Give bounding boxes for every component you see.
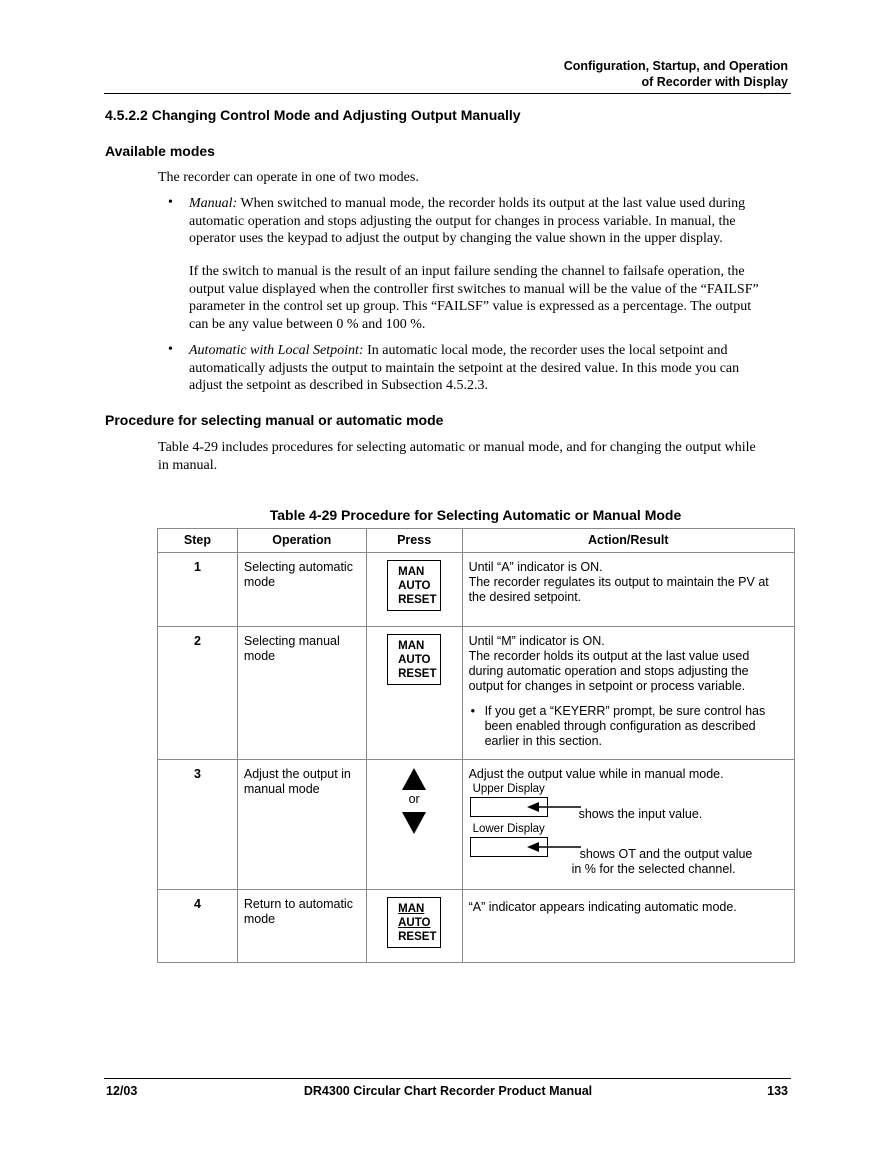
lower-display-text2: in % for the selected channel. bbox=[571, 862, 736, 876]
column-header-operation: Operation bbox=[237, 529, 366, 553]
column-header-action: Action/Result bbox=[462, 529, 794, 553]
keyerr-note: • If you get a “KEYERR” prompt, be sure control has been enabled through configuration as described earlier in this section. bbox=[470, 704, 766, 748]
table-row bbox=[158, 627, 795, 760]
running-header-line2: of Recorder with Display bbox=[641, 75, 788, 89]
procedure-intro: Table 4-29 includes procedures for selecting automatic or manual mode, and for changing the output while in manual. bbox=[158, 440, 756, 473]
manual-mode-description: Manual: When switched to manual mode, the recorder holds its output at the last value used during automatic operation and stops adjusting the output for changes in process variable. In manual, the operator uses the keypad to adjust the output by changing the value shown in the upper display. bbox=[189, 196, 746, 246]
down-arrow-key-icon bbox=[402, 812, 426, 834]
lower-display-text: shows OT and the output value bbox=[579, 847, 753, 861]
automatic-mode-description: Automatic with Local Setpoint: In automatic local mode, the recorder uses the local setpoint and automatically adjusts the output to maintain the setpoint at the desired value. In this mode you can adjust the setpoint as described in Subsection 4.5.2.3. bbox=[189, 343, 740, 393]
footer-date: 12/03 bbox=[106, 1084, 138, 1098]
display-diagram bbox=[469, 782, 788, 882]
failsafe-description: If the switch to manual is the result of an input failure sending the channel to failsafe operation, the output value displayed when the controller first switches to manual will be the value of the “FAILSF” parameter in the control set up group. This “FAILSF” value is expressed as a percentage. The output can be any value between 0 % and 100 %. bbox=[189, 264, 759, 332]
running-header-line1: Configuration, Startup, and Operation bbox=[563, 59, 788, 73]
procedure-table bbox=[157, 528, 795, 963]
running-header bbox=[564, 58, 788, 90]
man-auto-reset-key-icon: MAN AUTO RESET bbox=[387, 560, 441, 611]
available-modes-heading: Available modes bbox=[105, 143, 215, 159]
table-row bbox=[158, 760, 795, 890]
up-arrow-key-icon bbox=[402, 768, 426, 790]
table-caption: Table 4-29 Procedure for Selecting Automatic or Manual Mode bbox=[269, 507, 682, 523]
bullet-icon: • bbox=[168, 342, 173, 357]
table-row bbox=[158, 890, 795, 963]
operation-cell: Selecting manual mode bbox=[237, 627, 366, 760]
bullet-icon: • bbox=[470, 704, 475, 718]
action-cell: Until “M” indicator is ON. The recorder holds its output at the last value used during automatic operation and stops adjusting the output for changes in setpoint or process variable. • If you get a “KEYERR” prompt, be sure control has been enabled through configuration as described earlier in this section. bbox=[462, 627, 794, 760]
action-cell: Until “A” indicator is ON. The recorder regulates its output to maintain the PV at the desired setpoint. bbox=[462, 553, 794, 627]
press-cell bbox=[366, 627, 462, 760]
footer-divider bbox=[104, 1078, 791, 1079]
action-cell: “A” indicator appears indicating automatic mode. bbox=[462, 890, 794, 963]
header-divider bbox=[104, 93, 791, 94]
step-number: 2 bbox=[158, 627, 238, 760]
man-auto-reset-key-icon: MAN AUTO RESET bbox=[387, 897, 441, 948]
press-cell bbox=[366, 553, 462, 627]
page-number: 133 bbox=[767, 1084, 788, 1098]
upper-display-text: shows the input value. bbox=[578, 807, 703, 821]
step-number: 1 bbox=[158, 553, 238, 627]
lower-display-label: Lower Display bbox=[472, 823, 545, 835]
column-header-step: Step bbox=[158, 529, 238, 553]
upper-display-label: Upper Display bbox=[472, 783, 545, 795]
step-number: 4 bbox=[158, 890, 238, 963]
footer-title: DR4300 Circular Chart Recorder Product Manual bbox=[303, 1084, 593, 1098]
procedure-heading: Procedure for selecting manual or automatic mode bbox=[105, 412, 444, 428]
or-label: or bbox=[408, 792, 420, 806]
manual-mode-label: Manual: bbox=[189, 196, 238, 211]
table-row bbox=[158, 553, 795, 627]
section-title: 4.5.2.2 Changing Control Mode and Adjusting Output Manually bbox=[105, 107, 521, 123]
bullet-icon: • bbox=[168, 195, 173, 210]
operation-cell: Selecting automatic mode bbox=[237, 553, 366, 627]
press-cell bbox=[366, 890, 462, 963]
action-cell: Adjust the output value while in manual mode. Upper Display shows the input value. Lower Display shows OT and the output value in % for the selected channel. bbox=[462, 760, 794, 890]
lower-display-arrow-icon bbox=[525, 839, 581, 855]
automatic-mode-label: Automatic with Local Setpoint: bbox=[189, 343, 364, 358]
operation-cell: Adjust the output in manual mode bbox=[237, 760, 366, 890]
available-modes-intro: The recorder can operate in one of two modes. bbox=[158, 170, 419, 185]
operation-cell: Return to automatic mode bbox=[237, 890, 366, 963]
table-header-row bbox=[158, 529, 795, 553]
man-auto-reset-key-icon: MAN AUTO RESET bbox=[387, 634, 441, 685]
step-number: 3 bbox=[158, 760, 238, 890]
press-cell bbox=[366, 760, 462, 890]
column-header-press: Press bbox=[366, 529, 462, 553]
upper-display-arrow-icon bbox=[525, 799, 581, 815]
